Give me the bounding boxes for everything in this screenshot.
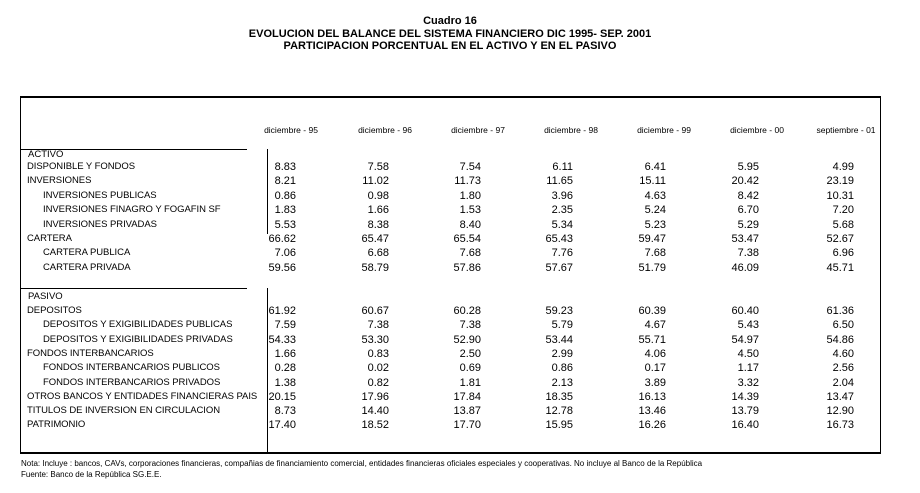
table-row	[21, 246, 880, 260]
value-cell: 2.50	[459, 347, 481, 360]
section-heading-pasivo: PASIVO	[28, 291, 63, 302]
value-cell: 5.68	[832, 218, 854, 231]
value-cell: 59.56	[268, 261, 296, 274]
value-cell: 17.70	[453, 419, 481, 432]
value-cell: 15.11	[639, 175, 666, 188]
value-cell: 13.46	[638, 405, 666, 418]
value-cell: 8.38	[367, 218, 389, 231]
row-label: INVERSIONES PRIVADAS	[43, 218, 157, 230]
column-header: diciembre - 96	[358, 125, 412, 135]
value-cell: 1.66	[274, 347, 296, 360]
value-cell: 3.32	[737, 376, 759, 389]
value-cell: 0.86	[274, 189, 296, 202]
value-cell: 6.41	[644, 161, 666, 173]
value-cell: 4.63	[644, 189, 666, 202]
value-cell: 54.97	[731, 333, 759, 346]
value-cell: 6.11	[552, 161, 573, 173]
value-cell: 7.54	[459, 161, 481, 173]
value-cell: 7.38	[459, 319, 481, 332]
value-cell: 17.84	[453, 390, 481, 403]
value-cell: 60.67	[361, 305, 389, 317]
row-label: CARTERA	[27, 233, 72, 244]
value-cell: 60.40	[731, 305, 759, 317]
value-cell: 2.99	[551, 347, 573, 360]
column-header: diciembre - 00	[730, 125, 784, 135]
table-row	[21, 318, 880, 332]
table-row	[21, 232, 880, 246]
row-label: INVERSIONES FINAGRO Y FOGAFIN SF	[43, 204, 221, 216]
value-cell: 7.38	[737, 247, 759, 260]
value-cell: 11.65	[546, 175, 573, 188]
value-cell: 18.35	[545, 390, 573, 403]
value-cell: 2.13	[551, 376, 573, 389]
value-cell: 5.43	[737, 319, 759, 332]
value-cell: 1.38	[274, 376, 296, 389]
value-cell: 53.44	[545, 333, 573, 346]
row-label: INVERSIONES	[27, 175, 92, 187]
value-cell: 0.83	[367, 347, 389, 360]
value-cell: 2.56	[832, 362, 854, 375]
value-cell: 53.30	[361, 333, 389, 346]
value-cell: 6.70	[737, 204, 759, 217]
table-row	[21, 347, 880, 361]
table-title: EVOLUCION DEL BALANCE DEL SISTEMA FINANCIERO DIC 1995- SEP. 2001	[248, 27, 652, 40]
value-cell: 5.34	[551, 218, 573, 231]
value-cell: 54.86	[826, 333, 854, 346]
row-label: DISPONIBLE Y FONDOS	[27, 161, 135, 172]
value-cell: 8.40	[459, 218, 481, 231]
section-divider	[21, 288, 247, 289]
table-row	[21, 160, 880, 174]
value-cell: 54.33	[268, 333, 296, 346]
value-cell: 8.42	[737, 189, 759, 202]
table-row	[21, 261, 880, 275]
value-cell: 3.96	[551, 189, 573, 202]
value-cell: 7.76	[551, 247, 573, 260]
row-label: CARTERA PUBLICA	[43, 247, 131, 259]
value-cell: 60.28	[453, 305, 481, 317]
value-cell: 0.86	[551, 362, 573, 375]
value-cell: 20.15	[268, 390, 296, 403]
value-cell: 6.50	[832, 319, 854, 332]
value-cell: 4.06	[644, 347, 666, 360]
column-header: septiembre - 01	[816, 125, 876, 135]
value-cell: 0.17	[644, 362, 666, 375]
row-label: DEPOSITOS Y EXIGIBILIDADES PRIVADAS	[43, 333, 233, 345]
table-subtitle: PARTICIPACION PORCENTUAL EN EL ACTIVO Y EN EL PASIVO	[283, 40, 617, 52]
value-cell: 8.73	[274, 405, 296, 418]
value-cell: 55.71	[638, 333, 666, 346]
value-cell: 14.39	[731, 390, 759, 403]
value-cell: 16.13	[638, 390, 666, 403]
value-cell: 45.71	[826, 261, 854, 274]
table-row	[21, 361, 880, 375]
value-cell: 12.78	[545, 405, 573, 418]
value-cell: 11.02	[362, 175, 389, 188]
value-cell: 5.79	[551, 319, 573, 332]
row-label: FONDOS INTERBANCARIOS PRIVADOS	[43, 376, 221, 388]
value-cell: 7.38	[367, 319, 389, 332]
table-row	[21, 404, 880, 418]
value-cell: 8.83	[274, 161, 296, 173]
value-cell: 52.90	[453, 333, 481, 346]
column-header: diciembre - 98	[544, 125, 598, 135]
value-cell: 1.83	[274, 204, 296, 217]
value-cell: 5.24	[644, 204, 666, 217]
data-table	[20, 96, 881, 454]
row-label: FONDOS INTERBANCARIOS PUBLICOS	[43, 362, 220, 374]
value-cell: 66.62	[268, 233, 296, 245]
value-cell: 6.96	[832, 247, 854, 260]
section-heading-activo: ACTIVO	[28, 149, 64, 160]
value-cell: 17.96	[361, 390, 389, 403]
value-cell: 1.81	[459, 376, 481, 389]
table-row	[21, 376, 880, 390]
row-label: CARTERA PRIVADA	[43, 261, 131, 273]
value-cell: 4.60	[832, 347, 854, 360]
value-cell: 6.68	[367, 247, 389, 260]
value-cell: 51.79	[638, 261, 666, 274]
value-cell: 0.02	[367, 362, 389, 375]
row-label: DEPOSITOS	[27, 305, 82, 316]
value-cell: 2.35	[551, 204, 573, 217]
value-cell: 14.40	[361, 405, 389, 418]
value-cell: 20.42	[731, 175, 759, 188]
value-cell: 15.95	[545, 419, 573, 432]
value-cell: 59.47	[638, 233, 666, 245]
value-cell: 1.80	[459, 189, 481, 202]
value-cell: 7.68	[459, 247, 481, 260]
value-cell: 61.36	[826, 305, 854, 317]
value-cell: 4.99	[832, 161, 854, 173]
value-cell: 60.39	[638, 305, 666, 317]
value-cell: 0.82	[367, 376, 389, 389]
value-cell: 65.54	[453, 233, 481, 245]
value-cell: 58.79	[361, 261, 389, 274]
value-cell: 12.90	[826, 405, 854, 418]
value-cell: 0.98	[367, 189, 389, 202]
value-cell: 5.53	[274, 218, 296, 231]
value-cell: 65.43	[545, 233, 573, 245]
value-cell: 7.59	[274, 319, 296, 332]
row-label: OTROS BANCOS Y ENTIDADES FINANCIERAS PAIS	[27, 390, 258, 402]
value-cell: 23.19	[826, 175, 854, 188]
value-cell: 52.67	[826, 233, 854, 245]
row-label: DEPOSITOS Y EXIGIBILIDADES PUBLICAS	[43, 319, 233, 331]
value-cell: 53.47	[731, 233, 759, 245]
value-cell: 7.68	[644, 247, 666, 260]
value-cell: 11.73	[454, 175, 481, 188]
value-cell: 1.17	[737, 362, 759, 375]
row-label: FONDOS INTERBANCARIOS	[27, 347, 154, 359]
value-cell: 13.87	[453, 405, 481, 418]
value-cell: 10.31	[826, 189, 854, 202]
table-row	[21, 174, 880, 188]
value-cell: 13.79	[731, 405, 759, 418]
value-cell: 65.47	[361, 233, 389, 245]
row-label: TITULOS DE INVERSION EN CIRCULACION	[27, 405, 221, 417]
value-cell: 1.66	[367, 204, 389, 217]
value-cell: 16.73	[826, 419, 854, 432]
value-cell: 57.86	[453, 261, 481, 274]
table-number: Cuadro 16	[423, 15, 477, 27]
table-row	[21, 218, 880, 232]
table-row	[21, 390, 880, 404]
value-cell: 13.47	[826, 390, 854, 403]
table-row	[21, 333, 880, 347]
row-label: PATRIMONIO	[27, 419, 86, 431]
value-cell: 0.28	[274, 362, 296, 375]
value-cell: 61.92	[268, 305, 296, 317]
value-cell: 5.95	[737, 161, 759, 173]
value-cell: 16.26	[638, 419, 666, 432]
table-row	[21, 304, 880, 318]
table-row	[21, 189, 880, 203]
value-cell: 46.09	[731, 261, 759, 274]
value-cell: 7.20	[832, 204, 854, 217]
value-cell: 7.06	[274, 247, 296, 260]
row-label: INVERSIONES PUBLICAS	[43, 189, 157, 201]
table-titles	[0, 15, 900, 53]
value-cell: 1.53	[459, 204, 481, 217]
column-header: diciembre - 99	[637, 125, 691, 135]
table-row	[21, 418, 880, 432]
value-cell: 18.52	[361, 419, 389, 432]
value-cell: 17.40	[268, 419, 296, 432]
value-cell: 8.21	[274, 175, 296, 188]
table-note: Nota: Incluye : bancos, CAVs, corporaciones financieras, compañias de financiamiento comercial, entidades financieras oficiales especiales y cooperativas. No incluye al Banco de la República	[21, 459, 703, 468]
value-cell: 57.67	[545, 261, 573, 274]
value-cell: 0.69	[459, 362, 481, 375]
table-source: Fuente: Banco de la República SG.E.E.	[21, 470, 162, 479]
value-cell: 16.40	[731, 419, 759, 432]
column-header: diciembre - 97	[451, 125, 505, 135]
table-row	[21, 203, 880, 217]
value-cell: 4.67	[644, 319, 666, 332]
value-cell: 4.50	[737, 347, 759, 360]
value-cell: 5.29	[737, 218, 759, 231]
value-cell: 59.23	[545, 305, 573, 317]
column-header: diciembre - 95	[264, 125, 318, 135]
value-cell: 7.58	[367, 161, 389, 173]
value-cell: 5.23	[644, 218, 666, 231]
value-cell: 3.89	[644, 376, 666, 389]
value-cell: 2.04	[832, 376, 854, 389]
